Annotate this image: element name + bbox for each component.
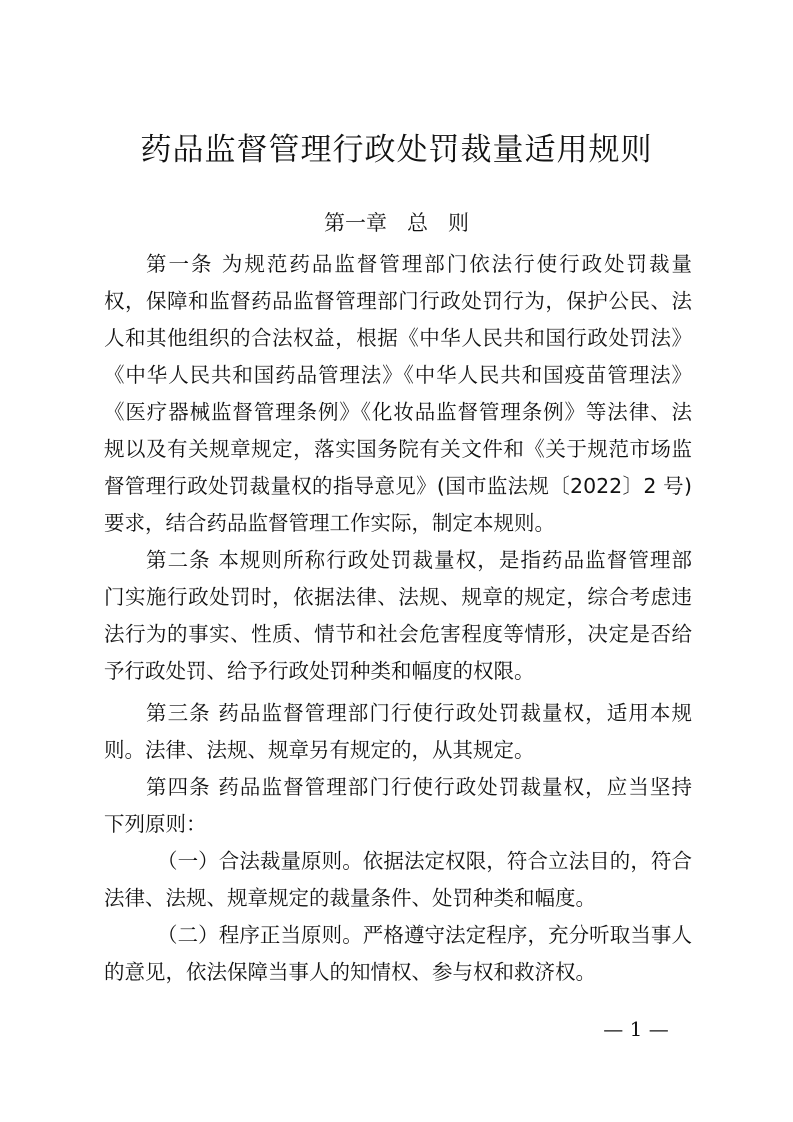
article-1-line-2: 权，保障和监督药品监督管理部门行政处罚行为，保护公民、法 (104, 289, 692, 313)
article-1-line-4: 《中华人民共和国药品管理法》《中华人民共和国疫苗管理法》 (104, 363, 692, 387)
article-2-line-2: 门实施行政处罚时，依据法律、法规、规章的规定，综合考虑违 (104, 585, 692, 609)
principle-2-line-1: （二）程序正当原则。严格遵守法定程序，充分听取当事人 (157, 923, 692, 947)
article-1-line-5: 《医疗器械监督管理条例》《化妆品监督管理条例》等法律、法 (104, 400, 692, 424)
principle-2-line-2: 的意见，依法保障当事人的知情权、参与权和救济权。 (104, 960, 596, 984)
article-1-line-3: 人和其他组织的合法权益，根据《中华人民共和国行政处罚法》 (104, 326, 692, 350)
document-title: 药品监督管理行政处罚裁量适用规则 (140, 132, 653, 168)
article-2-line-1: 第二条 本规则所称行政处罚裁量权，是指药品监督管理部 (146, 548, 692, 572)
article-3-line-1: 第三条 药品监督管理部门行使行政处罚裁量权，适用本规 (146, 701, 692, 725)
chapter-heading: 第一章 总 则 (323, 211, 470, 235)
article-1-line-6: 规以及有关规章规定，落实国务院有关文件和《关于规范市场监 (104, 437, 692, 461)
article-1-line-8: 要求，结合药品监督管理工作实际，制定本规则。 (104, 511, 555, 535)
article-2-line-4: 予行政处罚、给予行政处罚种类和幅度的权限。 (104, 659, 535, 683)
principle-1-line-1: （一）合法裁量原则。依据法定权限，符合立法目的，符合 (157, 849, 692, 873)
page-number: — 1 — (603, 1017, 669, 1041)
principle-1-line-2: 法律、法规、规章规定的裁量条件、处罚种类和幅度。 (104, 886, 596, 910)
article-1-line-1: 第一条 为规范药品监督管理部门依法行使行政处罚裁量 (146, 252, 692, 276)
article-2-line-3: 法行为的事实、性质、情节和社会危害程度等情形，决定是否给 (104, 622, 692, 646)
article-4-line-1: 第四条 药品监督管理部门行使行政处罚裁量权，应当坚持 (146, 775, 692, 799)
article-1-line-7: 督管理行政处罚裁量权的指导意见》(国市监法规〔2022〕2 号) (104, 474, 692, 498)
article-3-line-2: 则。法律、法规、规章另有规定的，从其规定。 (104, 738, 535, 762)
article-4-line-2: 下列原则： (104, 812, 207, 836)
